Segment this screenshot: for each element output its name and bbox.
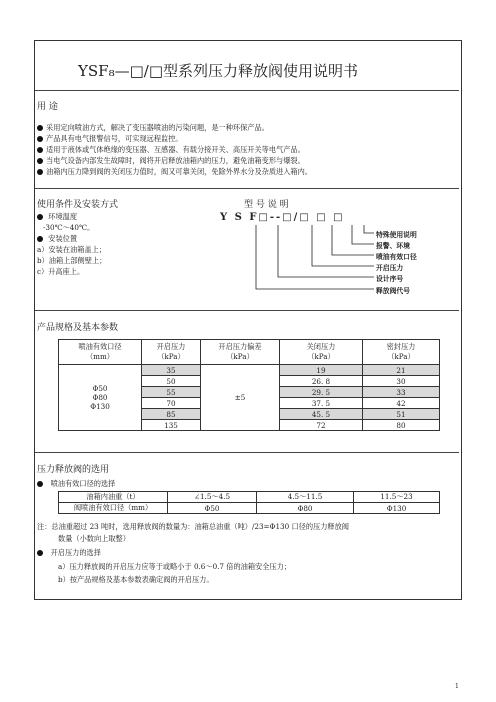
- label-opening-pressure: 开启压力: [376, 264, 404, 272]
- install-item: b）油箱上部侧壁上；: [37, 256, 107, 265]
- title-rule: [35, 90, 459, 91]
- install-item: c）升高座上。: [37, 267, 85, 276]
- diameter-cell: Φ50 Φ80 Φ130: [59, 365, 142, 431]
- bullet-icon: [37, 169, 43, 175]
- model-heading: 型 号 说 明: [244, 200, 289, 210]
- table-row: [59, 492, 440, 503]
- table-cell: 35: [142, 365, 201, 376]
- bullet-icon: [37, 136, 43, 142]
- selection-item: a）压力释放阀的开启压力应等于或略小于 0.6～0.7 倍的油箱安全压力；: [58, 562, 291, 571]
- section-rule: [35, 310, 459, 311]
- selection-note: 注：总油重超过 23 吨时，选用释放阀的数量为：油箱总油重（吨）/23=Φ130 口径的压力释放阀: [37, 522, 349, 531]
- temp-label: 环境温度: [48, 212, 78, 221]
- table-cell: 70: [142, 398, 201, 409]
- page-number: 1: [455, 683, 459, 690]
- bullet-icon: [37, 147, 43, 153]
- usage-item: 油箱内压力降到阀的关闭压力值时，阀又可靠关闭，免除外界水分及杂质进入箱内。: [37, 166, 312, 177]
- label-design-number: 设计序号: [376, 275, 404, 283]
- table-cell: 29. 5: [280, 387, 363, 398]
- bullet-icon: [37, 550, 43, 556]
- table-row: [59, 365, 440, 376]
- table-cell: 19: [280, 365, 363, 376]
- header-cell: 开启压力偏差 （kPa）: [201, 340, 280, 365]
- table-cell: 85: [142, 409, 201, 420]
- header-cell: 喷油有效口径 （mm）: [59, 340, 142, 365]
- table-cell: 30: [363, 376, 440, 387]
- header-cell: 关闭压力 （kPa）: [280, 340, 363, 365]
- bullet-icon: [37, 125, 43, 131]
- model-code: Y S F□--□/□ □ □: [220, 212, 345, 223]
- install-label: 安装位置: [48, 234, 78, 243]
- conditions-body: [37, 211, 106, 277]
- table-cell: 11.5～23: [354, 492, 440, 503]
- bullet-icon: [37, 236, 43, 242]
- install-item: a）安装在油箱盖上；: [37, 245, 106, 254]
- selection-table: [58, 491, 440, 514]
- table-cell: 4.5～11.5: [257, 492, 354, 503]
- usage-item: 产品具有电气报警信号，可实现远程监控。: [37, 133, 312, 144]
- table-cell: Φ80: [257, 503, 354, 514]
- usage-list: [37, 122, 312, 177]
- spec-table: [58, 339, 440, 431]
- table-cell: 阀喷油有效口径（mm）: [59, 503, 168, 514]
- header-cell: 开启压力 （kPa）: [142, 340, 201, 365]
- bullet-icon: [37, 481, 43, 487]
- model-diagram: [220, 203, 480, 313]
- table-cell: 55: [142, 387, 201, 398]
- label-special-use: 特殊使用说明: [376, 231, 417, 239]
- table-cell: 37. 5: [280, 398, 363, 409]
- table-cell: 72: [280, 420, 363, 431]
- table-cell: 135: [142, 420, 201, 431]
- selection-heading: 压力释放阀的选用: [37, 465, 110, 475]
- table-cell: 26. 8: [280, 376, 363, 387]
- selection-sub2: 开启压力的选择: [37, 547, 101, 558]
- table-row: [59, 503, 440, 514]
- selection-sub1: 喷油有效口径的选择: [37, 478, 115, 489]
- document-title: YSF₈—□/□型系列压力释放阀使用说明书: [78, 62, 358, 80]
- label-nozzle-diameter: 喷油有效口径: [376, 253, 417, 261]
- table-cell: 42: [363, 398, 440, 409]
- table-cell: 45. 5: [280, 409, 363, 420]
- bullet-icon: [37, 158, 43, 164]
- spec-header-row: [59, 340, 440, 365]
- usage-item: 采用定向喷油方式，解决了变压器喷油的污染问题，是一种环保产品。: [37, 122, 312, 133]
- table-cell: 80: [363, 420, 440, 431]
- table-cell: ∠1.5～4.5: [168, 492, 257, 503]
- bullet-icon: [37, 214, 43, 220]
- selection-note-cont: 数量（小数向上取整）: [58, 534, 130, 543]
- usage-heading: 用 途: [37, 102, 58, 112]
- label-alarm-environment: 报警、环境: [376, 242, 410, 250]
- table-cell: 油箱内油重（t）: [59, 492, 168, 503]
- table-cell: 50: [142, 376, 201, 387]
- section-rule: [35, 452, 459, 453]
- table-cell: 21: [363, 365, 440, 376]
- conditions-heading: 使用条件及安装方式: [37, 200, 119, 210]
- header-cell: 密封压力 （kPa）: [363, 340, 440, 365]
- table-cell: 33: [363, 387, 440, 398]
- temp-value: -30℃～40℃。: [43, 223, 95, 232]
- spec-heading: 产品规格及基本参数: [37, 323, 119, 333]
- deviation-cell: ±5: [201, 365, 280, 431]
- selection-item: b）按产品规格及基本参数表确定阀的开启压力。: [58, 575, 214, 584]
- section-rule: [35, 188, 459, 189]
- usage-item: 适用于液体或气体绝缘的变压器、互感器、有载分接开关、高压开关等电气产品。: [37, 144, 312, 155]
- usage-item: 当电气设备内部发生故障时，阀将开启释放油箱内的压力，避免油箱变形与爆裂。: [37, 155, 312, 166]
- table-cell: 51: [363, 409, 440, 420]
- table-cell: Φ130: [354, 503, 440, 514]
- label-valve-code: 释放阀代号: [376, 287, 410, 295]
- table-cell: Φ50: [168, 503, 257, 514]
- leader-lines: [220, 203, 480, 313]
